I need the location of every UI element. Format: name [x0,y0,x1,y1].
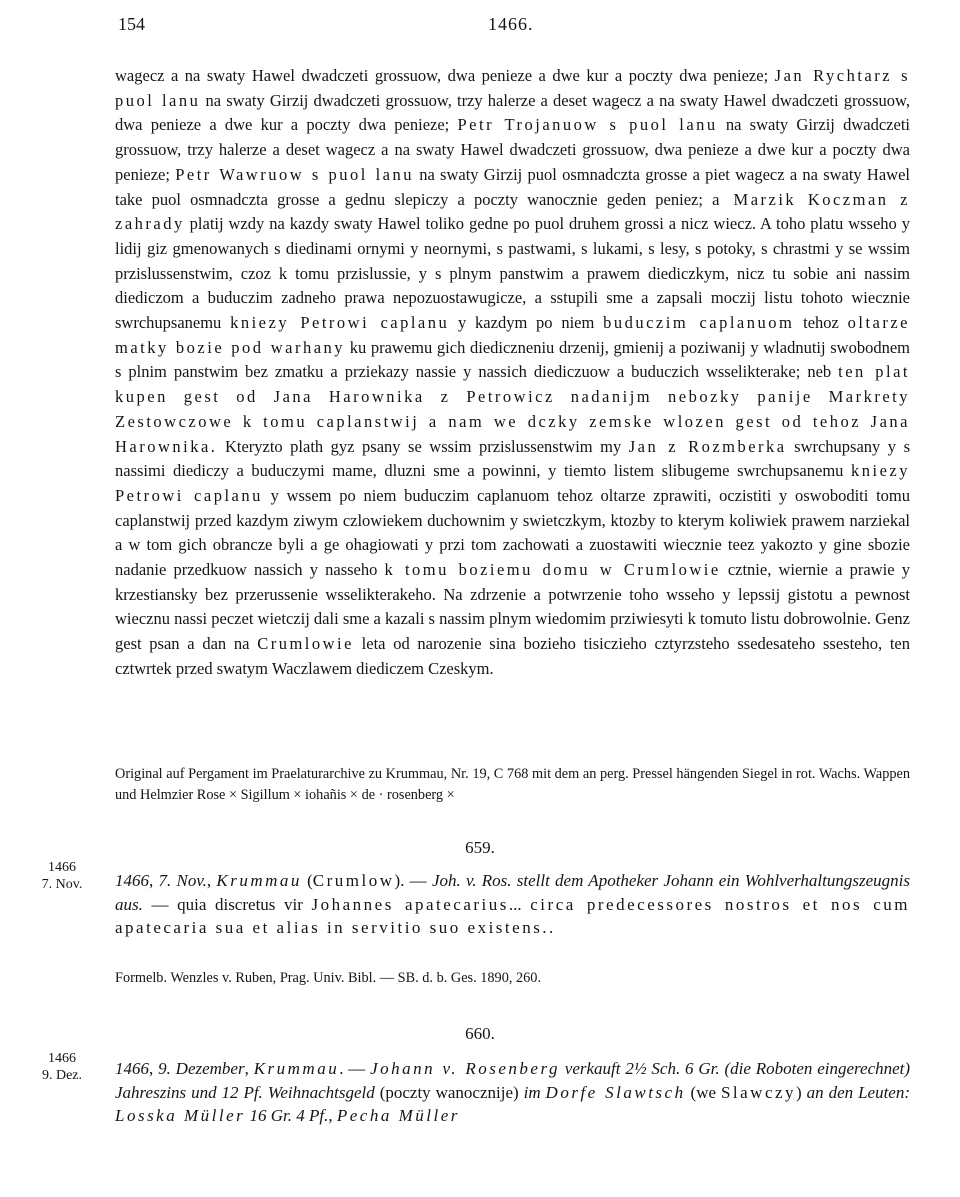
margin-date-660 [22,1050,102,1084]
text-run: ( [301,871,313,890]
text-run: Krummau [216,871,302,890]
text-run: Petr Trojanuow s puol lanu [457,115,718,135]
text-run: platij wzdy na kazdy swaty Hawel toliko gedne po puol druhem grossi a nicz wiecz. A toho platu wsseho y lidij giz gmenowanych s diedinami ornymi y neornymi, s pastwami, s lukami, s lesy, s potoky, s chrastmi y se wssim przislussenstwim, czoz k tomu przislussie, y s plnym panstwim a prawem diediczkym, nicz tu sobie ani nassim diediczom a buduczim zadneho prawa nepozuostawugicze, a sstupili sme a zapsali moczij listu tohoto wiecznie swrchupsanemu [115,214,910,333]
text-run: na swaty Girzij dwadczeti grossuow, trzy halerze a deset wagecz a na swaty Hawel dwadczeti grossuow, dwa penieze a dwe kur a poczty dwa penieze; [115,90,910,135]
document-number-660: 660. [465,1024,495,1043]
text-run: 9. Dezember [158,1059,245,1078]
text-run: Johann v. Rosenberg [370,1059,560,1078]
text-run: an den Leuten: [806,1082,910,1102]
text-run: oltarze matky bozie pod warhany [115,313,911,357]
text-run: Joh. v. Ros. stellt dem Apotheker Johann ein Wohlverhaltungszeugnis aus. [115,871,910,914]
text-run: ten plat kupen gest od Jana Harownika z Petrowicz nadanijm nebozky panije Markrety Zestowczowe k tomu caplanstwij a nam we dczky zemske wlozen gest od tehoz Jana Harownika. [115,362,910,456]
margin-year: 1466 [48,1051,76,1066]
text-run: ). — [394,871,432,890]
document-number-659: 659. [465,838,495,857]
text-run: Petr Wawruow s puol lanu [175,164,414,184]
page-number: 154 [118,14,145,34]
text-run: , [328,1106,337,1125]
text-run: tehoz [794,313,848,333]
text-run: 7. Nov. [158,871,207,890]
text-run: ku prawemu gich diediczneniu drzenij, gmienij a poziwanij y wladnutij swobodnem s plnim panstwim bez zmatku a prziekazy nassie y nassich diediczuow a buduczich wsselikterake; neb [115,337,910,382]
text-run: Pecha Müller [336,1106,460,1125]
text-run: kniezy Petrowi caplanu [115,461,910,505]
text-run: buduczim caplanuom [603,313,795,333]
text-run: ... [508,894,531,914]
margin-day: 9. Dez. [41,1068,83,1083]
text-run: na swaty Girzij dwadczeti grossuow, trzy halerze a deset wagecz a na swaty Hawel dwadczeti grossuow, dwa penieze a dwe kur a poczty dwa penieze; [115,115,910,184]
text-run: swrchupsany y s nassimi diediczy a buduczymi mame, dluzni sme a powinni, y tiemto listem slibugeme swrchupsanemu [115,436,910,481]
charter-text [115,64,910,682]
text-run: Jan Rychtarz s puol lanu [115,66,910,110]
regest-660 [115,1057,910,1128]
text-run: a Marzik Koczman z zahrady [115,189,910,234]
text-run: na swaty Girzij puol osmnadczta grosse a piet wagecz a na swaty Hawel take puol osmnadczta grosse a gednu slepiczy a poczty wanocznie geden peniez; [115,164,910,209]
text-run: (we [685,1082,721,1102]
text-run: 1466 [115,871,149,890]
text-run: , [206,871,217,890]
text-run: (poczty wanocznije) [374,1082,524,1102]
text-run: verkauft 2½ Sch. 6 Gr. (die Roboten eingerechnet) Jahreszins und 12 Pf. Weihnachtsgeld [115,1059,911,1102]
text-run: wagecz a na swaty Hawel dwadczeti grossuow, dwa penieze a dwe kur a poczty dwa penieze; [115,66,775,85]
text-run: . — [339,1059,371,1078]
text-run: ) [796,1082,807,1102]
text-run: y kazdym po niem [449,313,604,333]
text-run: cztnie, wiernie a prawie y krzestiansky bez przerussenie wsselikterakeho. Na zdrzenie a potwrzenie toho wsseho y lepssij gistotu a pewnost wiecznu nassi peczet wietczij dali sme a kazali s nassim plnym wiedomim prziwiesyti k tomuto listu dobrowolnie. Genz gest psan a dan na [115,560,910,654]
regest-659 [115,869,910,940]
text-run: Johannes apatecarius [311,894,509,914]
text-run: Losska Müller [115,1106,246,1125]
text-run: Krummau [253,1059,340,1078]
archival-note: Original auf Pergament im Praelaturarchive zu Krummau, Nr. 19, C 768 mit dem an perg. Pressel hängenden Siegel in rot. Wachs. Wappen und Helmzier Rose × Sigillum × iohañis × de · rosenberg × [115,766,910,803]
text-run: Crumlowie [257,634,354,654]
margin-date-659 [22,859,102,893]
text-run: 16 Gr. 4 Pf. [245,1106,329,1125]
text-run: Kteryzto plath gyz psany se wssim przislussenstwim my [217,436,629,456]
margin-day: 7. Nov. [41,877,83,892]
text-run: circa predecessores nostros et nos cum apatecaria sua et alias in servitio suo existens.. [115,894,910,937]
text-run: Dorfe Slawtsch [545,1082,686,1102]
text-run: , [244,1059,254,1078]
text-run: y wssem po niem buduczim caplanuom tehoz oltarze zprawiti, oczistiti y oswoboditi tomu caplanstwij przed kazdym ziwym czlowiekem duchownim y swietczkym, ktozby to kterym koliwiek prawem narziekal a w tom gich obrancze byli a ge ohagiowati y przi tom zachowati a zuostawiti wiecznie teez yakozto y gine sbozie nadanie przedkuow nassich y nasseho [115,485,910,580]
margin-year: 1466 [48,860,76,875]
source-note-659: Formelb. Wenzles v. Ruben, Prag. Univ. Bibl. — SB. d. b. Ges. 1890, 260. [115,970,542,986]
text-run: kniezy Petrowi caplanu [230,313,450,333]
text-run: Jan z Rozmberka [628,436,787,456]
text-run: Slawczy [720,1082,797,1102]
text-run: , [149,1059,159,1078]
text-run: im [523,1082,546,1102]
text-run: Crumlow [312,871,395,890]
text-run: leta od narozenie sina bozieho tisiczieho cztyrzsteho ssedesateho ssesteho, ten cztwrtek przed swatym Waczlawem diediczem Czeskym. [115,634,910,678]
text-run: k tomu boziemu domu w Crumlowie [384,560,721,580]
text-run: , [149,871,159,890]
text-run: — quia discretus vir [142,894,312,914]
running-head-year: 1466. [488,14,534,34]
text-run: 1466 [115,1059,149,1078]
